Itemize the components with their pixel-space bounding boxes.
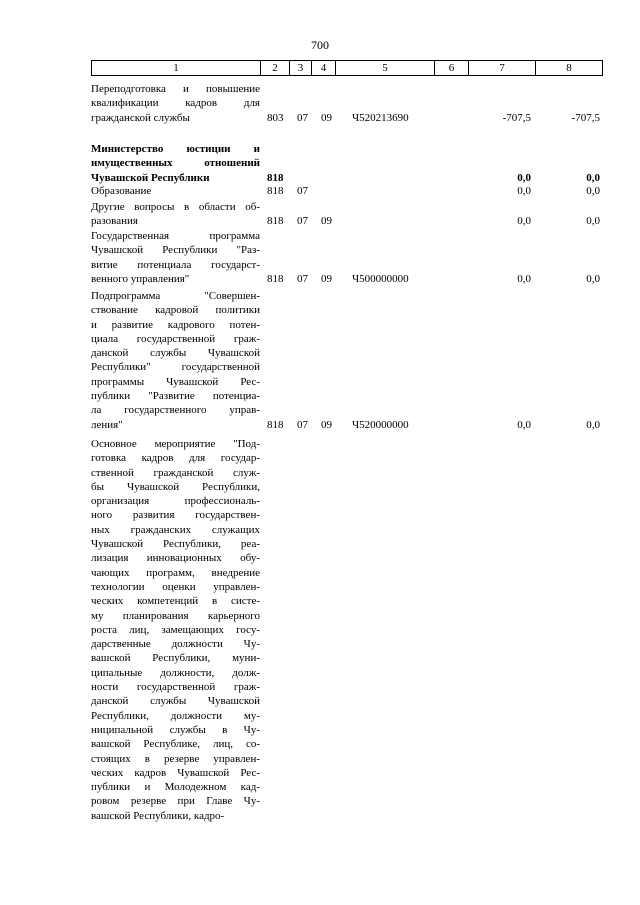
code-section: 07 (297, 272, 308, 285)
description-line: ципальные должности, долж- (91, 666, 260, 679)
amount-col8: -707,5 (571, 111, 600, 124)
amount-col7: -707,5 (502, 111, 531, 124)
description-line: стоящих в резерве управлен- (91, 752, 260, 765)
code-ministry: 818 (267, 185, 284, 197)
description-line: ности государственной граж- (91, 681, 260, 694)
code-ministry: 818 (267, 171, 284, 184)
code-section: 07 (297, 185, 308, 197)
description-line: публики "Развитие потенциа- (91, 390, 260, 403)
row-description (91, 200, 260, 229)
description-line: ствование кадровой политики (91, 304, 260, 317)
code-target: Ч500000000 (352, 272, 409, 285)
description-line: Чувашской Республики (91, 171, 210, 184)
code-target: Ч520213690 (352, 111, 409, 124)
row-description (91, 82, 260, 125)
description-line: ческих компетенций в систе- (91, 595, 260, 608)
description-line: вашской Республики, муни- (91, 652, 260, 665)
code-subsection: 09 (321, 418, 332, 431)
description-line: ных гражданских служащих (91, 523, 260, 536)
description-line: ственной гражданской служ- (91, 466, 260, 479)
amount-col7: 0,0 (517, 418, 531, 431)
row-description (91, 184, 260, 198)
description-line: и развитие кадрового потен- (91, 318, 260, 331)
description-line: Основное мероприятие "Под- (91, 438, 260, 450)
description-line: ческих кадров Чувашской Рес- (91, 766, 260, 779)
code-target: Ч520000000 (352, 418, 409, 431)
amount-col8: 0,0 (586, 272, 600, 285)
column-header-3: 3 (290, 61, 312, 76)
description-line: ного развития государствен- (91, 509, 260, 522)
code-section: 07 (297, 215, 308, 228)
description-line: Республики" государственной (91, 361, 260, 374)
column-header-8: 8 (536, 61, 603, 76)
code-ministry: 818 (267, 272, 284, 285)
column-header-1: 1 (92, 61, 261, 76)
description-line: циала государственной граж- (91, 332, 260, 345)
amount-col7: 0,0 (517, 215, 531, 228)
column-header-5: 5 (336, 61, 435, 76)
code-section: 07 (297, 111, 308, 124)
description-line: дарственные должности Чу- (91, 638, 260, 651)
code-subsection: 09 (321, 215, 332, 228)
description-line: ниципальной службы в Чу- (91, 723, 260, 736)
row-description (91, 229, 260, 286)
description-line: данской службы Чувашской (91, 695, 260, 708)
amount-col7: 0,0 (517, 185, 531, 197)
description-line: разования (91, 215, 138, 228)
description-line: программы Чувашской Рес- (91, 375, 260, 388)
description-line: витие потенциала государст- (91, 258, 260, 271)
amount-col8: 0,0 (586, 171, 600, 184)
column-header-4: 4 (312, 61, 336, 76)
row-description (91, 289, 260, 432)
description-line: данской службы Чувашской (91, 347, 260, 360)
description-line: организация профессиональ- (91, 495, 260, 508)
description-line: гражданской службы (91, 111, 190, 124)
description-line: Государственная программа (91, 230, 260, 242)
description-line: ла государственного управ- (91, 404, 260, 417)
description-line: Чувашской Республики, реа- (91, 538, 260, 551)
description-line: Образование (91, 185, 152, 197)
amount-col8: 0,0 (586, 215, 600, 228)
description-line: Министерство юстиции и (91, 143, 260, 155)
description-line: вашской Республики, кадро- (91, 809, 225, 822)
description-line: имущественных отношений (91, 157, 260, 170)
row-description (91, 437, 260, 823)
amount-col7: 0,0 (517, 171, 531, 184)
amount-col8: 0,0 (586, 418, 600, 431)
description-line: ления" (91, 418, 123, 431)
code-ministry: 803 (267, 111, 284, 124)
code-section: 07 (297, 418, 308, 431)
description-line: Другие вопросы в области об- (91, 201, 260, 213)
code-ministry: 818 (267, 215, 284, 228)
description-line: му планирования карьерного (91, 609, 260, 622)
description-line: лизация инновационных обу- (91, 552, 260, 565)
column-header-7: 7 (469, 61, 536, 76)
description-line: венного управления" (91, 272, 190, 285)
description-line: бы Чувашской Республики, (91, 480, 260, 493)
description-line: вашской Республике, лиц, со- (91, 738, 260, 751)
description-line: Переподготовка и повышение (91, 83, 260, 95)
column-header-table (91, 60, 603, 76)
amount-col8: 0,0 (586, 185, 600, 197)
description-line: Подпрограмма "Совершен- (91, 290, 260, 302)
column-header-6: 6 (435, 61, 469, 76)
description-line: Чувашской Республики "Раз- (91, 244, 260, 257)
row-description (91, 142, 260, 185)
description-line: публики и Молодежном кад- (91, 781, 260, 794)
amount-col7: 0,0 (517, 272, 531, 285)
page-number: 700 (311, 38, 329, 52)
code-subsection: 09 (321, 111, 332, 124)
description-line: роста лиц, замещающих госу- (91, 623, 260, 636)
description-line: ровом резерве при Главе Чу- (91, 795, 260, 808)
column-header-2: 2 (261, 61, 290, 76)
description-line: квалификации кадров для (91, 97, 260, 110)
description-line: технологии оценки управлен- (91, 580, 260, 593)
description-line: Республики, должности му- (91, 709, 260, 722)
description-line: готовка кадров для государ- (91, 452, 260, 465)
description-line: чающих программ, внедрение (91, 566, 260, 579)
code-ministry: 818 (267, 418, 284, 431)
code-subsection: 09 (321, 272, 332, 285)
